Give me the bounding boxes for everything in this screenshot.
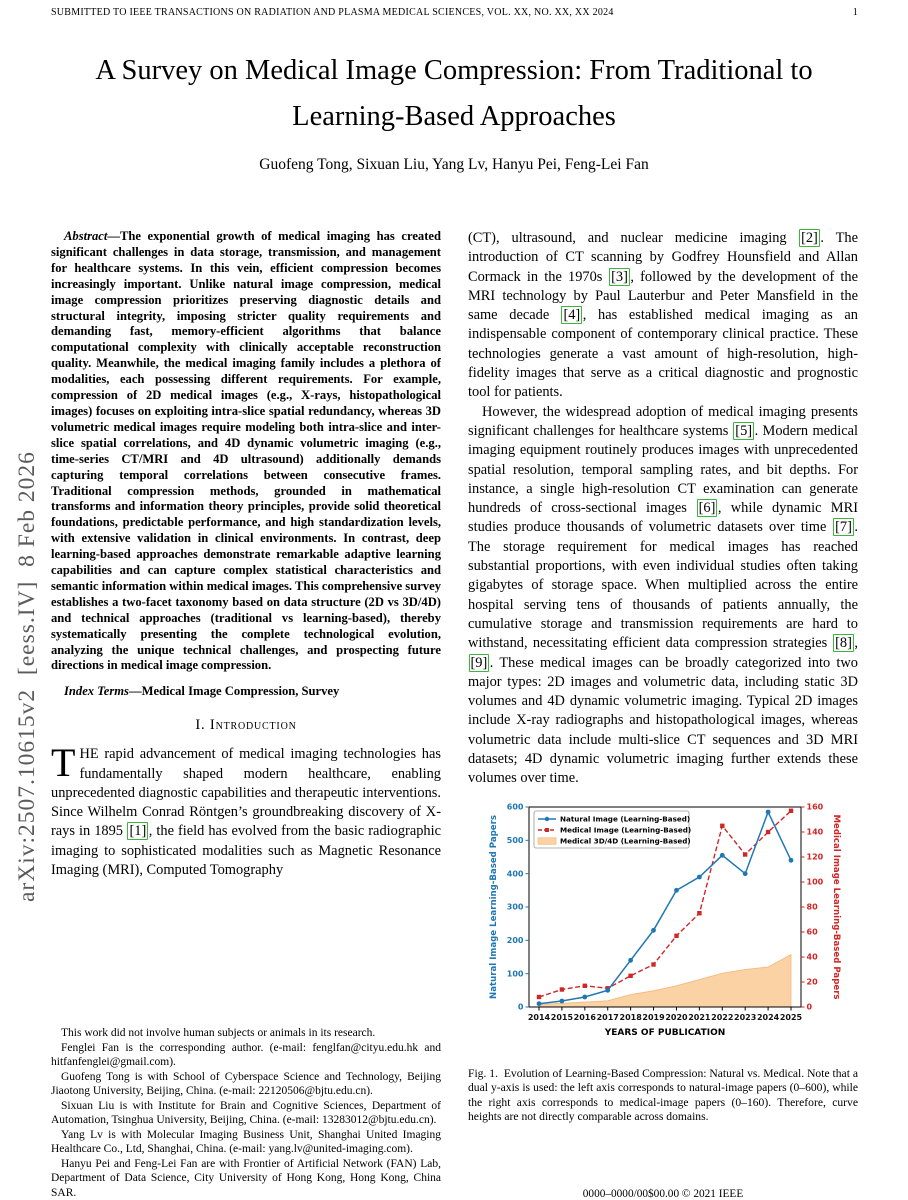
svg-text:2018: 2018 [619,1012,642,1022]
svg-text:2025: 2025 [779,1012,803,1022]
svg-text:2023: 2023 [734,1012,757,1022]
svg-text:2015: 2015 [550,1012,574,1022]
page-number: 1 [852,7,858,18]
footnote: Hanyu Pei and Feng-Lei Fan are with Frontier of Artificial Network (FAN) Lab, Department of Data Science, City University of Hong Kong, Hong Kong, China SAR. [51,1157,441,1199]
fig1-dual-axis-line-chart [483,799,843,1055]
svg-text:2024: 2024 [756,1012,780,1022]
footnote: This work did not involve human subjects or animals in its research. [61,1027,376,1039]
citation-link[interactable]: [7] [835,519,852,536]
svg-text:200: 200 [506,935,524,945]
svg-text:2016: 2016 [573,1012,596,1022]
title-block [0,48,908,174]
footnote: Yang Lv is with Molecular Imaging Business Unit, Shanghai United Imaging Healthcare Co., Ltd, Shanghai, China. (e-mail: yang.lv@united-imaging.com). [51,1128,441,1155]
svg-text:40: 40 [806,952,818,962]
svg-text:2014: 2014 [527,1012,551,1022]
svg-text:100: 100 [806,877,824,887]
svg-text:2017: 2017 [596,1012,619,1022]
intro-paragraph-text: HE rapid advancement of medical imaging technologies has fundamentally shaped modern healthcare, enabling unprecedented diagnostic capabilities and therapeutic interventions. Since Wilhelm Conrad Röntgen’s groundbreaking discovery of X-rays in 1895 [1] , the field has evolved from the basic radiographic imaging to sophisticated modalities such as Magnetic Resonance Imaging (MRI), Computed Tomography [51,746,441,879]
two-column-body [51,229,858,1200]
svg-text:YEARS OF PUBLICATION: YEARS OF PUBLICATION [604,1027,726,1038]
running-header-text: SUBMITTED TO IEEE TRANSACTIONS ON RADIATION AND PLASMA MEDICAL SCIENCES, VOL. XX, NO. XX, XX 2024 [51,7,614,18]
authors-line: Guofeng Tong, Sixuan Liu, Yang Lv, Hanyu Pei, Feng-Lei Fan [259,156,649,174]
svg-text:120: 120 [806,852,824,862]
copyright-notice: 0000–0000/00$00.00 © 2021 IEEE [582,1188,744,1200]
footnotes [51,1018,441,1200]
svg-text:300: 300 [506,902,524,912]
svg-text:Medical Image (Learning-Based): Medical Image (Learning-Based) [560,825,692,835]
citation-link[interactable]: [8] [835,635,852,652]
section-heading-introduction: I. Introduction [195,717,297,734]
svg-text:80: 80 [806,902,818,912]
abstract-label: Abstract [64,229,108,243]
svg-text:Natural Image (Learning-Based): Natural Image (Learning-Based) [560,814,691,824]
paper-title: A Survey on Medical Image Compression: From Traditional to Learning-Based Approaches [95,55,813,133]
svg-text:2020: 2020 [665,1012,688,1022]
index-terms [51,684,441,700]
abstract-text: —The exponential growth of medical imaging has created significant challenges in data storage, transmission, and management for healthcare systems. In this vein, efficient compression becomes increasingly important. Unlike natural image compression, medical image compression prioritizes preserving diagnostic details and structural integrity, imposing stricter quality requirements and demanding fast, memory-efficient algorithms that balance computational complexity with clinically acceptable reconstruction quality. Meanwhile, the medical imaging family includes a plethora of modalities, each possessing different requirements. For example, compression of 2D medical images (e.g., X-rays, histopathological images) focuses on exploiting intra-slice spatial redundancy, whereas 3D volumetric medical images require modeling both intra-slice and inter-slice spatial correlations, and 4D dynamic volumetric imaging (e.g., time-series CT/MRI and 4D ultrasound) additionally demands capturing temporal correlations between consecutive frames. Traditional compression methods, grounded in mathematical transforms and information theory principles, provide solid theoretical foundations, predictable performance, and high standardization levels, with extensive validation in clinical environments. In contrast, deep learning-based approaches demonstrate remarkable adaptive learning capabilities and can capture complex statistical characteristics and semantic information within medical images. This comprehensive survey establishes a two-facet taxonomy based on data structure (2D vs 3D/4D) and technical approaches (traditional vs learning-based), thereby systematically presenting the complete technological evolution, analyzing the unique technical challenges, and prospecting future directions in medical image compression. [51,229,441,673]
footnote: Sixuan Liu is with Institute for Brain and Cognitive Sciences, Department of Automation, Tsinghua University, Beijing, China. (e-mail: 13283012@bjtu.edu.cn). [51,1099,441,1126]
svg-text:Natural Image Learning-Based P: Natural Image Learning-Based Papers [489,814,499,999]
svg-text:140: 140 [806,827,824,837]
svg-text:600: 600 [506,802,524,812]
svg-text:Medical Image Learning-Based P: Medical Image Learning-Based Papers [831,814,841,1000]
body-paragraph-continuation: (CT), ultrasound, and nuclear medicine imaging [2] . The introduction of CT scanning by Godfrey Hounsfield and Allan Cormack in the 1970s [3] , followed by the development of the MRI technology by Paul Lauterbur and Peter Mansfield in the same decade [4] , has established medical imaging as an indispensable component of contemporary clinical practice. These technologies generate a vast amount of high-resolution, high-fidelity images that serve as a critical diagnostic and prognostic tool for patients. [468,230,858,401]
svg-text:2021: 2021 [688,1012,711,1022]
citation-link[interactable]: [1] [129,823,147,840]
abstract-paragraph [51,229,441,674]
citation-link[interactable]: [5] [735,422,753,439]
figure-1 [468,799,858,1125]
svg-text:20: 20 [806,977,818,987]
citation-link[interactable]: [6] [698,500,716,517]
body-paragraph-2: However, the widespread adoption of medical imaging presents significant challenges for healthcare systems [5] . Modern medical imaging equipment routinely produces images with unprecedented spatial resolution, temporal sampling rates, and bit depths. For instance, a single high-resolution CT examination can generate hundreds of cross-sectional images [6] , while dynamic MRI studies produce thousands of volumetric datasets over time [7] . The storage requirement for medical images has reached substantial proportions, with even individual studies often taking gigabytes of storage space. When multiplied across the entire hospital serving tens of thousands of patients annually, the cumulative storage and transmission requirements are hard to withstand, necessitating efficient data compression strategies [8] , [9] . These medical images can be broadly categorized into two major types: 2D images and volumetric data, including static 3D volumes and 4D dynamic volumetric imaging. Typical 2D images include X-ray radiographs and histopathological images, whereas volumetric data include multi-slice CT sequences and 3D MRI datasets; 4D dynamic volumetric imaging further extends these volumes over time. [468,403,858,787]
footnote: Fenglei Fan is the corresponding author. (e-mail: fenglfan@cityu.edu.hk and hitfanfenglei@gmail.com). [51,1041,441,1068]
index-terms-label: Index Terms [64,684,129,699]
figure-1-chart [483,799,843,1055]
svg-text:100: 100 [506,968,524,978]
dropcap: T [51,740,76,786]
svg-text:2022: 2022 [711,1012,734,1022]
citation-link[interactable]: [3] [611,268,628,285]
svg-text:2019: 2019 [642,1012,665,1022]
figure-1-caption: Fig. 1. Evolution of Learning-Based Compression: Natural vs. Medical. Note that a dual y-axis is used: the left axis corresponds to natural-image papers (0–600), while the right axis corresponds to medical-image papers (0–160). Therefore, curve heights are not directly comparable across domains. [468,1066,858,1124]
right-column [468,229,858,1200]
svg-text:160: 160 [806,802,824,812]
citation-link[interactable]: [2] [801,230,818,246]
arxiv-watermark: arXiv:2507.10615v2 [eess.IV] 8 Feb 2026 [14,451,40,902]
citation-link[interactable]: [9] [470,654,488,671]
svg-text:60: 60 [806,927,818,937]
left-column [51,229,441,1200]
svg-text:500: 500 [506,835,524,845]
citation-link[interactable]: [4] [563,307,581,324]
svg-text:0: 0 [806,1002,813,1012]
svg-text:Medical 3D/4D (Learning-Based): Medical 3D/4D (Learning-Based) [560,836,691,846]
index-terms-text: —Medical Image Compression, Survey [128,684,340,699]
running-header [51,7,858,18]
footnote: Guofeng Tong is with School of Cyberspace Science and Technology, Beijing Jiaotong University, Beijing, China. (e-mail: 22120506@bjtu.edu.cn). [51,1070,441,1097]
svg-text:0: 0 [517,1002,524,1012]
svg-text:400: 400 [506,868,524,878]
intro-paragraph [51,740,441,880]
